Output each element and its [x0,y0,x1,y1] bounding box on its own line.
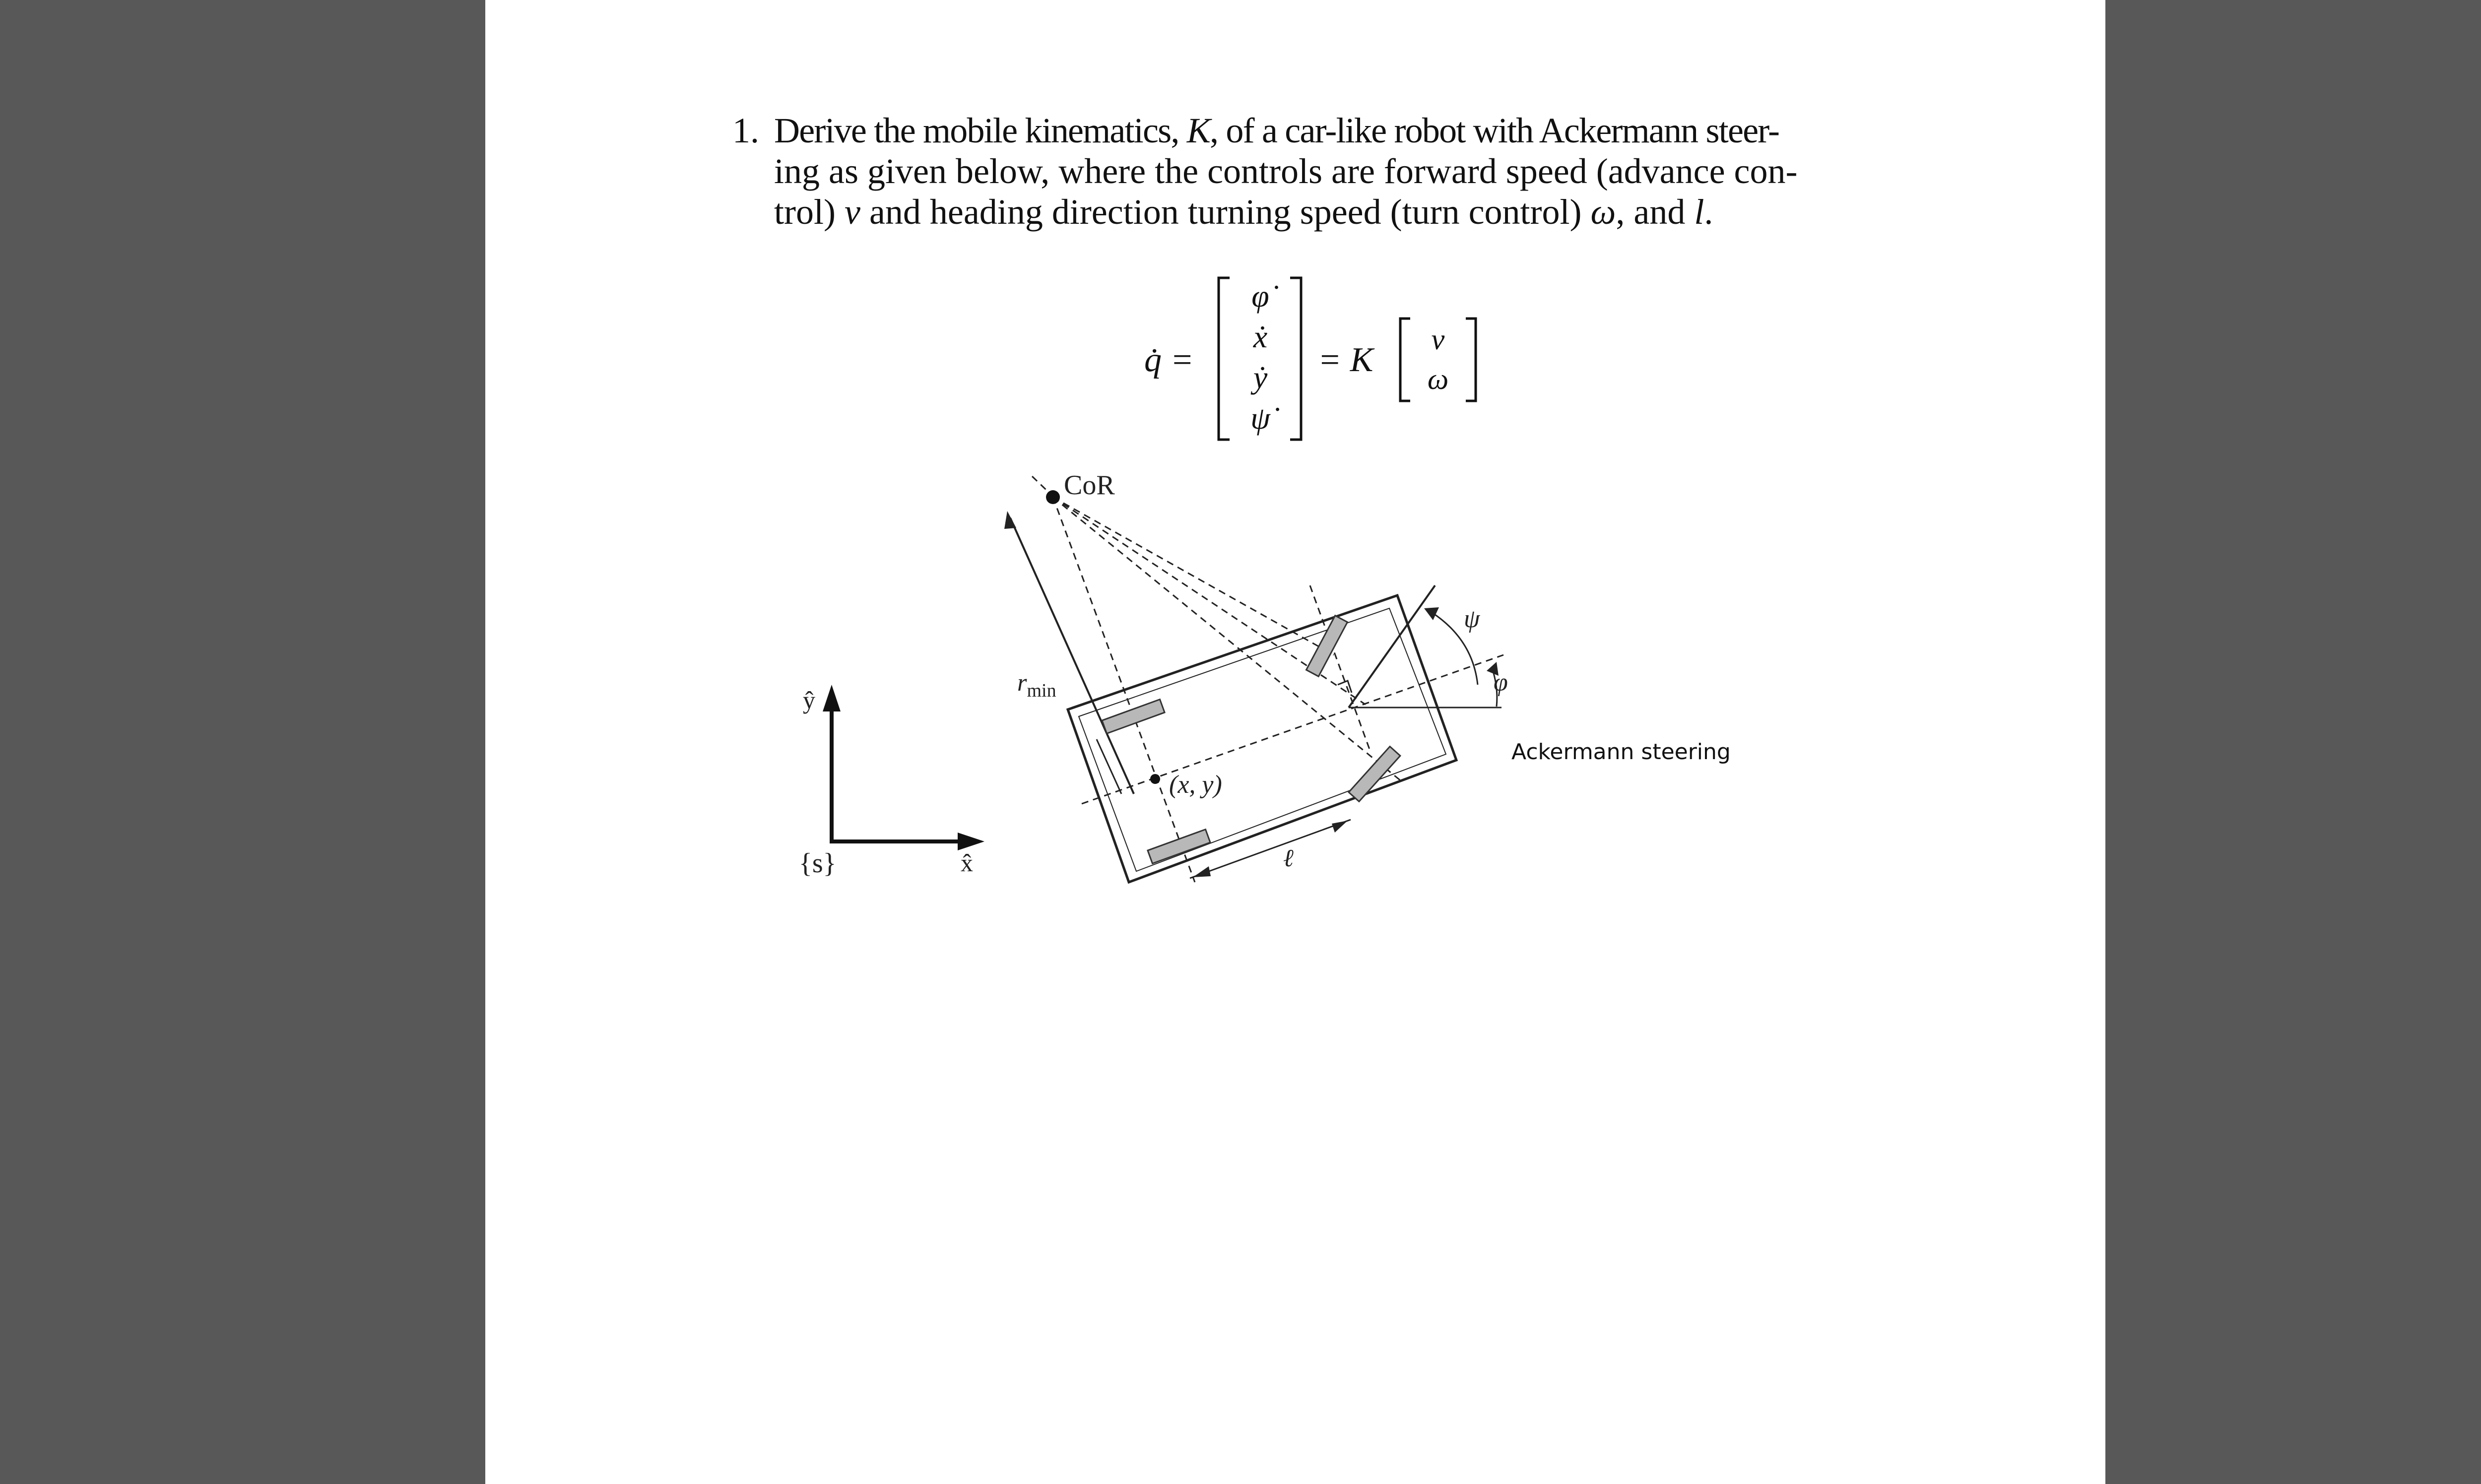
position-point [1150,774,1160,784]
heading-line [1349,585,1435,708]
rear-right-wheel [1148,830,1210,864]
r-min-label [1017,668,1056,701]
wheels [1102,616,1400,864]
psi-arrowhead [1424,607,1439,620]
r-min-arrowhead [1004,511,1016,529]
line3-prefix: trol) [774,192,845,232]
car-centerline [1082,655,1503,804]
state-vector-left-bracket [1219,278,1230,440]
symbol-k: K [1186,111,1210,150]
r-min-main: r [1017,668,1027,696]
state-psi-dot: ψ̇ [1250,400,1270,436]
line1-suffix: , of a car-like robot with Ackermann steer- [1209,111,1779,150]
kinematics-equation [1144,278,1476,440]
length-label: ℓ [1283,844,1294,872]
frame-label: {s} [799,848,837,879]
symbol-omega: ω [1590,192,1616,232]
psi-label: ψ [1464,605,1480,633]
controls-right-bracket [1466,319,1476,401]
r-min-subscript: min [1027,680,1056,701]
control-v: v [1431,323,1445,356]
phi-label: φ [1494,668,1508,697]
line3-middle: and heading direction turning speed (turn control) [860,192,1591,232]
r-min-tick [1097,739,1121,794]
front-right-ray [1053,497,1402,782]
y-axis-label: ŷ [803,686,815,714]
state-vector-right-bracket [1290,278,1301,440]
controls-left-bracket [1400,319,1410,401]
position-label: (x, y) [1169,771,1222,799]
state-x-dot: ẋ [1253,319,1268,354]
diagram-caption: Ackermann steering [1511,739,1731,765]
y-axis-arrowhead [823,685,841,711]
r-min-line [1010,518,1134,794]
symbol-v: v [844,192,860,232]
line1-prefix: Derive the mobile kinematics, [774,111,1187,150]
state-phi-dot: φ̇ [1251,278,1269,314]
problem-number: 1. [732,111,759,150]
x-axis-label: x̂ [961,849,973,877]
length-arrow-right [1332,821,1348,833]
equation-lhs: q̇ = [1144,341,1194,379]
x-axis-arrowhead [958,833,984,850]
cor-point [1046,490,1060,504]
ackermann-diagram [823,476,1503,882]
line3-end: . [1704,192,1713,232]
problem-line-2: ing as given below, where the controls are forward speed (advance con- [774,151,1798,191]
control-omega: ω [1427,363,1449,395]
length-arrow-left [1193,866,1211,877]
equation-equals-k: = K [1318,341,1373,379]
rear-left-wheel [1102,700,1165,734]
rear-axle-ray [1053,497,1195,882]
symbol-l: l [1694,192,1704,232]
diagram-labels [799,470,1731,879]
cor-label: CoR [1064,470,1115,501]
state-y-dot: ẏ [1253,360,1268,395]
line3-comma-and: , and [1616,192,1695,232]
